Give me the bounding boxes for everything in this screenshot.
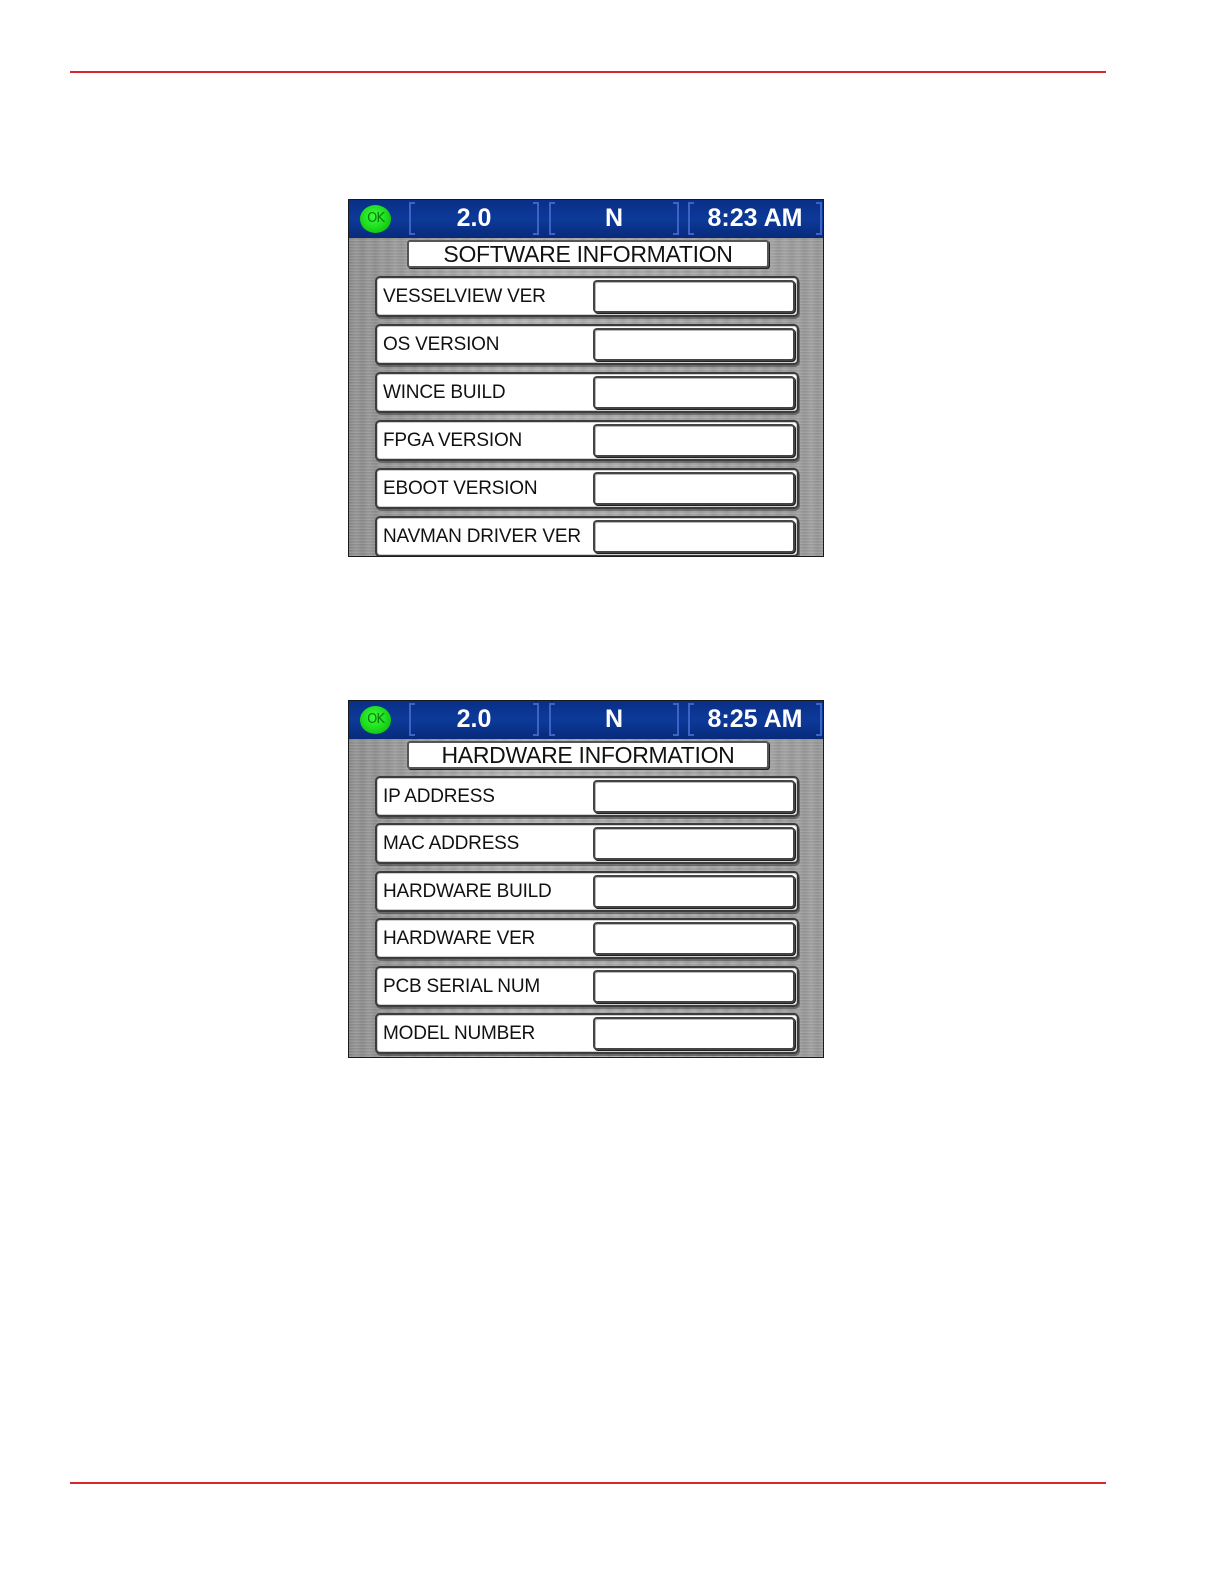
info-row-fpga-version[interactable] (375, 420, 799, 461)
info-row-pcb-serial-num[interactable] (375, 966, 799, 1007)
gear-readout[interactable]: N (549, 202, 679, 235)
info-row-mac-address[interactable] (375, 823, 799, 864)
row-value-field (593, 827, 795, 860)
row-label: VESSELVIEW VER (383, 286, 546, 307)
info-row-os-version[interactable] (375, 324, 799, 365)
row-value-field (593, 280, 795, 313)
row-value-field (593, 875, 795, 908)
row-label: PCB SERIAL NUM (383, 976, 540, 997)
screen-title: SOFTWARE INFORMATION (407, 240, 769, 268)
row-value-field (593, 780, 795, 813)
ok-status-icon[interactable]: OK (360, 706, 391, 734)
status-bar (349, 200, 823, 238)
speed-readout[interactable]: 2.0 (409, 703, 539, 736)
row-value-field (593, 376, 795, 409)
row-label: OS VERSION (383, 334, 500, 355)
row-value-field (593, 1017, 795, 1050)
info-row-eboot-version[interactable] (375, 468, 799, 509)
status-bar (349, 701, 823, 739)
gear-readout[interactable]: N (549, 703, 679, 736)
row-value-field (593, 424, 795, 457)
row-value-field (593, 970, 795, 1003)
clock-readout[interactable]: 8:25 AM (688, 703, 822, 736)
row-value-field (593, 520, 795, 553)
info-row-wince-build[interactable] (375, 372, 799, 413)
row-label: MODEL NUMBER (383, 1023, 536, 1044)
hardware-information-screen (348, 700, 824, 1058)
page-top-rule (70, 71, 1106, 73)
row-value-field (593, 922, 795, 955)
info-row-vesselview-ver[interactable] (375, 276, 799, 317)
screen-title: HARDWARE INFORMATION (407, 741, 769, 769)
clock-readout[interactable]: 8:23 AM (688, 202, 822, 235)
info-row-navman-driver-ver[interactable] (375, 516, 799, 557)
row-label: FPGA VERSION (383, 430, 523, 451)
ok-status-icon[interactable]: OK (360, 205, 391, 233)
row-label: WINCE BUILD (383, 382, 506, 403)
row-label: EBOOT VERSION (383, 478, 538, 499)
row-label: MAC ADDRESS (383, 833, 520, 854)
row-value-field (593, 328, 795, 361)
info-row-model-number[interactable] (375, 1013, 799, 1054)
software-information-screen (348, 199, 824, 557)
row-label: NAVMAN DRIVER VER (383, 526, 581, 547)
row-label: HARDWARE BUILD (383, 881, 552, 902)
speed-readout[interactable]: 2.0 (409, 202, 539, 235)
info-row-hardware-build[interactable] (375, 871, 799, 912)
row-value-field (593, 472, 795, 505)
page-bottom-rule (70, 1482, 1106, 1484)
info-row-ip-address[interactable] (375, 776, 799, 817)
row-label: IP ADDRESS (383, 786, 495, 807)
row-label: HARDWARE VER (383, 928, 536, 949)
info-row-hardware-ver[interactable] (375, 918, 799, 959)
